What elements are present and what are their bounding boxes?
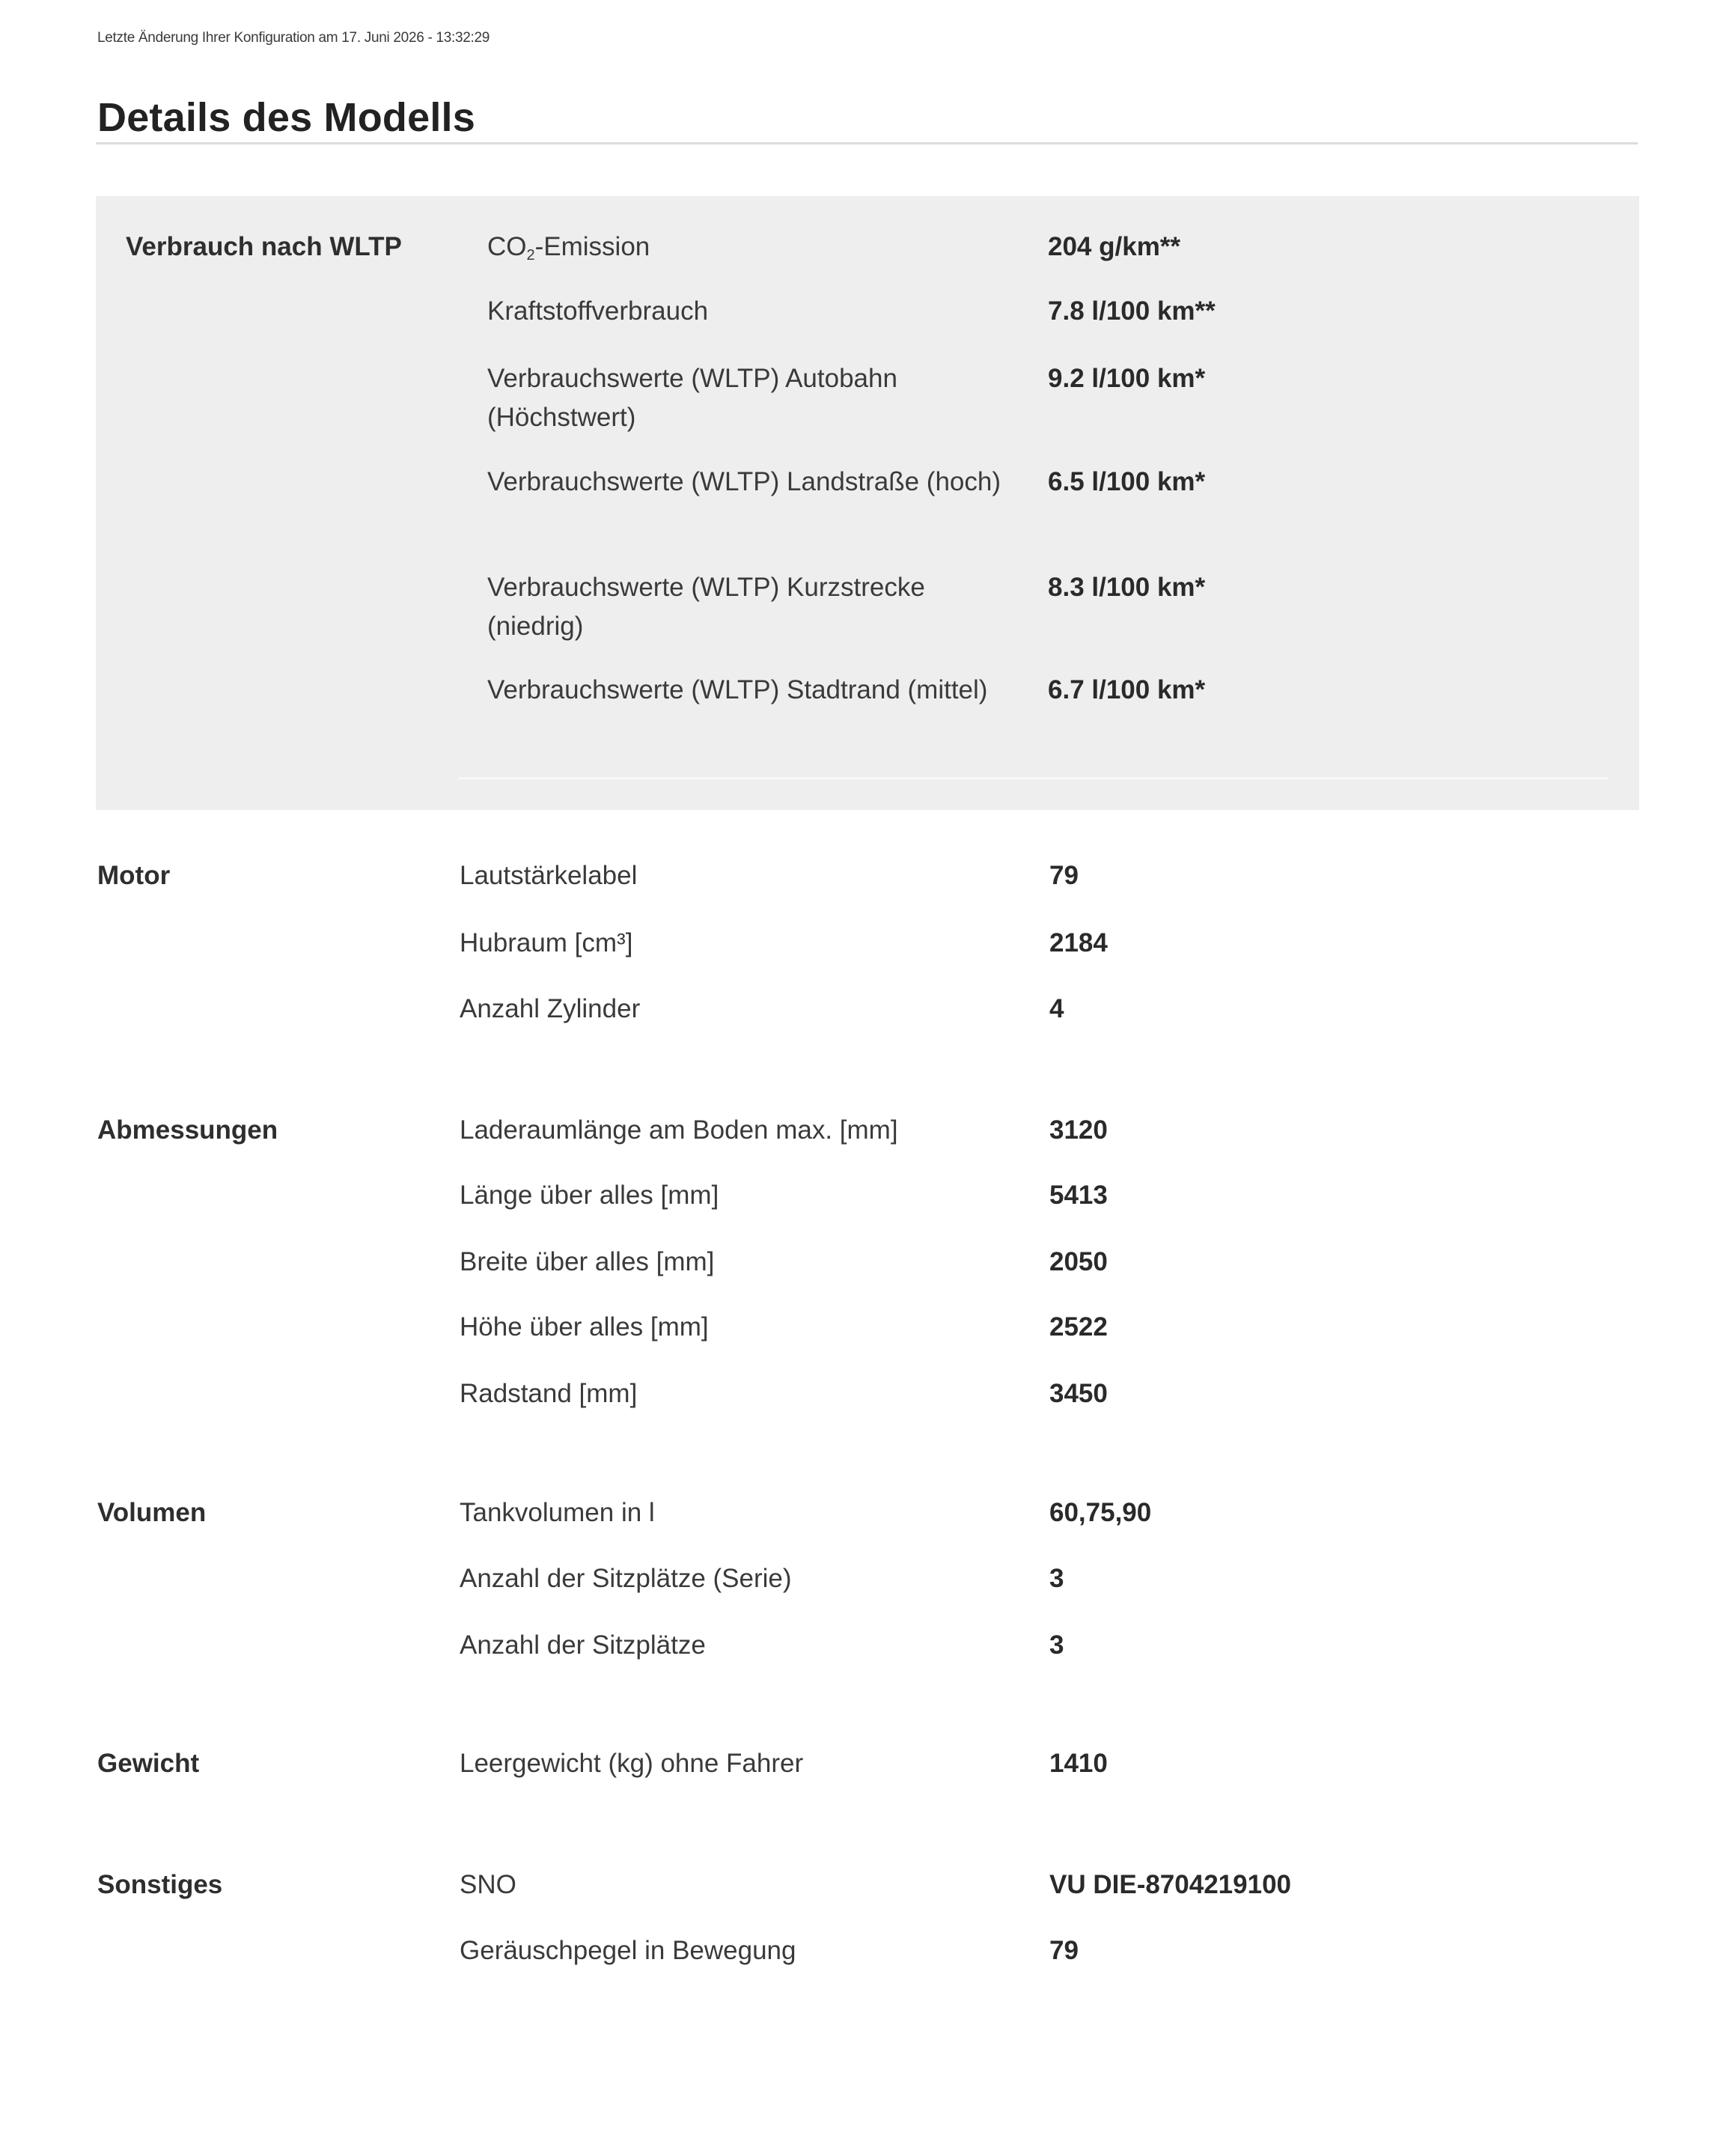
wltp-row-label: Kraftstoffverbrauch [487, 296, 709, 326]
spec-label: Tankvolumen in l [460, 1498, 655, 1527]
spec-label: Anzahl der Sitzplätze [460, 1630, 706, 1660]
spec-label: Breite über alles [mm] [460, 1247, 715, 1276]
wltp-row-value: 6.5 l/100 km* [1048, 467, 1206, 496]
spec-value: 3 [1049, 1564, 1064, 1593]
spec-label: Geräuschpegel in Bewegung [460, 1936, 796, 1965]
wltp-row-value: 9.2 l/100 km* [1048, 364, 1206, 393]
spec-label: Hubraum [cm³] [460, 928, 633, 957]
wltp-panel [96, 196, 1639, 810]
spec-label: Länge über alles [mm] [460, 1181, 719, 1210]
co2-label-sub: 2 [526, 247, 535, 264]
wltp-row-label: Verbrauchswerte (WLTP) Kurzstrecke (niedrig) [487, 573, 925, 641]
spec-label: Höhe über alles [mm] [460, 1312, 709, 1342]
title-divider [96, 142, 1638, 144]
spec-label: Laderaumlänge am Boden max. [mm] [460, 1115, 898, 1145]
co2-label-prefix: CO [487, 232, 527, 261]
spec-value: 4 [1049, 994, 1064, 1023]
wltp-heading: Verbrauch nach WLTP [126, 232, 402, 261]
spec-label: SNO [460, 1870, 516, 1899]
spec-value: 60,75,90 [1049, 1498, 1152, 1527]
spec-value: 79 [1049, 861, 1079, 890]
spec-label: Anzahl Zylinder [460, 994, 641, 1023]
spec-value: 79 [1049, 1936, 1079, 1965]
co2-emission-value: 204 g/km** [1048, 232, 1181, 261]
spec-label: Lautstärkelabel [460, 861, 638, 890]
wltp-row-value: 8.3 l/100 km* [1048, 573, 1206, 602]
spec-value: 1410 [1049, 1749, 1108, 1778]
wltp-row-value: 6.7 l/100 km* [1048, 675, 1206, 704]
spec-value: 2522 [1049, 1312, 1108, 1342]
spec-value: 3 [1049, 1630, 1064, 1660]
spec-value: VU DIE-8704219100 [1049, 1870, 1291, 1899]
co2-emission-label [487, 228, 1011, 275]
page-title: Details des Modells [97, 95, 475, 140]
spec-value: 3450 [1049, 1379, 1108, 1408]
spec-value: 5413 [1049, 1181, 1108, 1210]
co2-label-suffix: -Emission [534, 232, 650, 261]
section-title-volumen: Volumen [97, 1498, 207, 1527]
spec-label: Leergewicht (kg) ohne Fahrer [460, 1749, 804, 1778]
section-title-sonstiges: Sonstiges [97, 1870, 223, 1899]
spec-value: 3120 [1049, 1115, 1108, 1145]
wltp-row-label: Verbrauchswerte (WLTP) Stadtrand (mittel) [487, 675, 988, 704]
last-change-note: Letzte Änderung Ihrer Konfiguration am 17. Juni 2026 - 13:32:29 [97, 30, 490, 46]
spec-label: Radstand [mm] [460, 1379, 638, 1408]
spec-value: 2184 [1049, 928, 1108, 957]
spec-value: 2050 [1049, 1247, 1108, 1276]
section-title-gewicht: Gewicht [97, 1749, 200, 1778]
spec-label: Anzahl der Sitzplätze (Serie) [460, 1564, 792, 1593]
section-title-abmessungen: Abmessungen [97, 1115, 278, 1145]
wltp-row-label: Verbrauchswerte (WLTP) Autobahn (Höchstwert) [487, 364, 897, 432]
section-title-motor: Motor [97, 861, 171, 890]
wltp-row-label: Verbrauchswerte (WLTP) Landstraße (hoch) [487, 467, 1001, 496]
wltp-divider [458, 777, 1608, 779]
wltp-row-value: 7.8 l/100 km** [1048, 296, 1216, 326]
